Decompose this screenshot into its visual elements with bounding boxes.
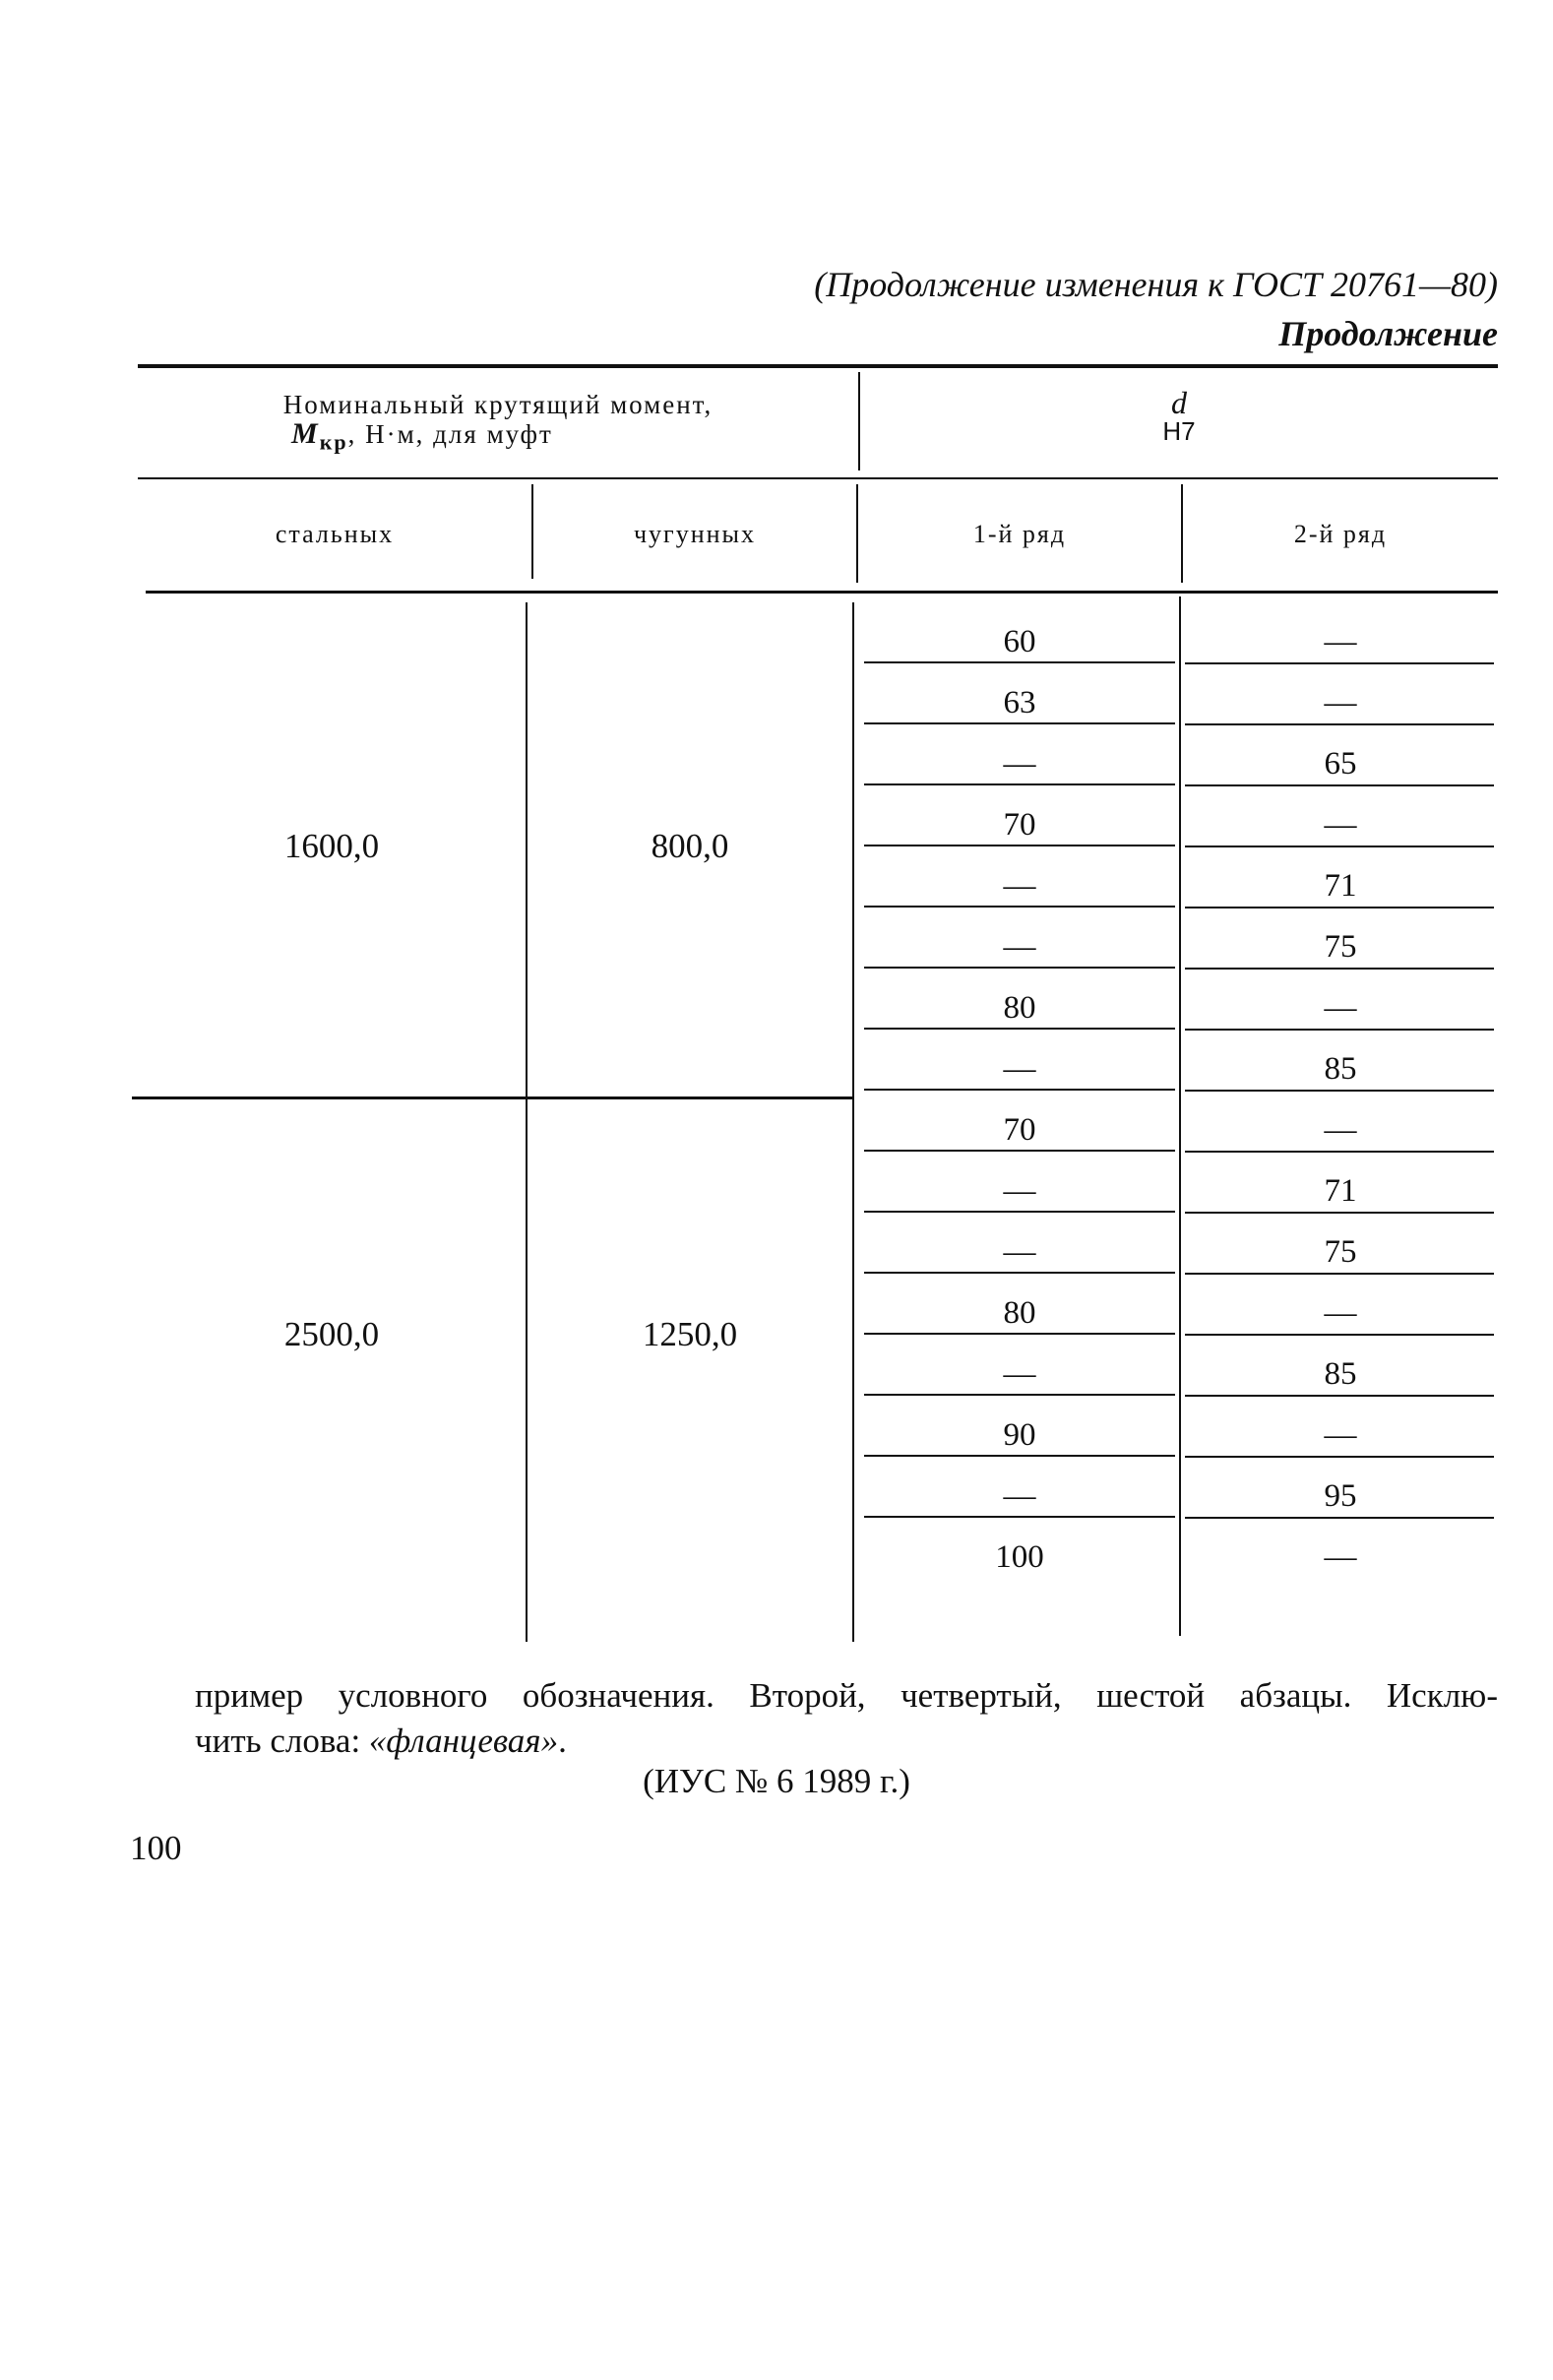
diameter-row1-cell: 80 [1003,1295,1036,1331]
diameter-row2-cell: 85 [1324,1356,1357,1392]
row-divider-rule [1185,784,1494,786]
diameter-row2-cell: 95 [1324,1478,1357,1514]
diameter-row1-cell: — [1003,1356,1036,1392]
row-divider-rule [1185,662,1494,664]
diameter-row2-cell: — [1324,1417,1357,1453]
row-divider-rule [1185,1151,1494,1153]
col-header-row1: 1-й ряд [972,520,1067,548]
diameter-row1-cell: 70 [1003,807,1036,843]
diameter-row1-cell: — [1003,1051,1036,1087]
row-divider-rule [1185,1273,1494,1275]
row-divider-rule [1185,1395,1494,1397]
document-header: (Продолжение изменения к ГОСТ 20761—80) [814,265,1498,304]
diameter-row2-cell: — [1324,685,1357,720]
page-number: 100 [130,1829,182,1867]
row-divider-rule [864,1272,1175,1274]
diameter-row1-cell: — [1003,868,1036,904]
header-bottom-rule [146,591,1498,594]
row-divider-rule [864,1333,1175,1335]
row-divider-rule [864,967,1175,969]
diameter-row2-cell: — [1324,1295,1357,1331]
row-divider-rule [864,1455,1175,1457]
row-divider-rule [864,1089,1175,1091]
table-top-rule [138,364,1498,368]
amendment-reference: (ИУС № 6 1989 г.) [643,1762,910,1800]
row-divider-rule [1185,846,1494,847]
row-divider-rule [864,1028,1175,1030]
paragraph-plain-text: чить слова: [195,1722,369,1760]
body-vertical-rule-2 [852,602,854,1642]
diameter-row2-cell: — [1324,624,1357,659]
diameter-row1-cell: 60 [1003,624,1036,659]
row-divider-rule [1185,968,1494,970]
header-diameter-symbol: d [1171,385,1187,420]
row-divider-rule [864,783,1175,785]
diameter-row2-cell: 75 [1324,929,1357,965]
diameter-row1-cell: 90 [1003,1417,1036,1453]
steel-torque-value: 2500,0 [283,1315,380,1353]
row-divider-rule [1185,1334,1494,1336]
diameter-row1-cell: 80 [1003,990,1036,1026]
col-header-steel: стальных [275,520,395,548]
col-header-row2: 2-й ряд [1293,520,1388,548]
paragraph-line-2 [195,1719,1498,1764]
col-header-cast: чугунных [633,520,757,548]
cast-torque-value: 800,0 [651,827,729,865]
paragraph-period: . [558,1722,567,1760]
row-divider-rule [864,1394,1175,1396]
header-torque-rest: , Н·м, для муфт [347,419,553,449]
body-vertical-rule-3 [1179,596,1181,1636]
diameter-row2-cell: 71 [1324,1173,1357,1209]
diameter-row1-cell: — [1003,1234,1036,1270]
header-divider-rule [138,477,1498,479]
diameter-row2-cell: 71 [1324,868,1357,904]
row-divider-rule [1185,723,1494,725]
row-divider-rule [1185,1090,1494,1092]
body-vertical-rule-1 [526,602,528,1642]
diameter-row2-cell: — [1324,990,1357,1026]
row-divider-rule [864,661,1175,663]
diameter-row1-cell: 100 [995,1539,1044,1575]
row-divider-rule [1185,1456,1494,1458]
row-divider-rule [864,1150,1175,1152]
header-torque-symbol: M [291,417,320,450]
group-divider-rule [132,1096,852,1099]
header-diameter-tolerance: H7 [1162,416,1196,446]
diameter-row2-cell: — [1324,807,1357,843]
paragraph-line-1: пример условного обозначения. Второй, четвертый, шестой абзацы. Исклю- [195,1676,1498,1715]
header-diameter-label [860,385,1498,446]
row-divider-rule [864,722,1175,724]
diameter-row2-cell: 85 [1324,1051,1357,1087]
diameter-row1-cell: 70 [1003,1112,1036,1148]
diameter-row1-cell: — [1003,1173,1036,1209]
cast-torque-value: 1250,0 [642,1315,738,1353]
steel-torque-value: 1600,0 [283,827,380,865]
diameter-row1-cell: — [1003,929,1036,965]
row-divider-rule [1185,1029,1494,1031]
row-divider-rule [864,906,1175,908]
row-divider-rule [864,1516,1175,1518]
row-divider-rule [1185,1517,1494,1519]
diameter-row1-cell: — [1003,1478,1036,1514]
diameter-row1-cell: 63 [1003,685,1036,720]
diameter-row2-cell: — [1324,1539,1357,1575]
header-torque-label [138,390,858,457]
header-torque-subscript: кр [319,429,348,455]
diameter-row2-cell: 75 [1324,1234,1357,1270]
row-divider-rule [1185,907,1494,908]
row-divider-rule [1185,1212,1494,1214]
paragraph-quoted-word: «фланцевая» [368,1722,559,1760]
row-divider-rule [864,845,1175,846]
header-torque-line2 [138,419,858,457]
diameter-row2-cell: 65 [1324,746,1357,782]
diameter-row1-cell: — [1003,746,1036,782]
diameter-row2-cell: — [1324,1112,1357,1148]
continuation-label: Продолжение [1278,314,1498,353]
header-torque-line1: Номинальный крутящий момент, [282,390,714,419]
row-divider-rule [864,1211,1175,1213]
